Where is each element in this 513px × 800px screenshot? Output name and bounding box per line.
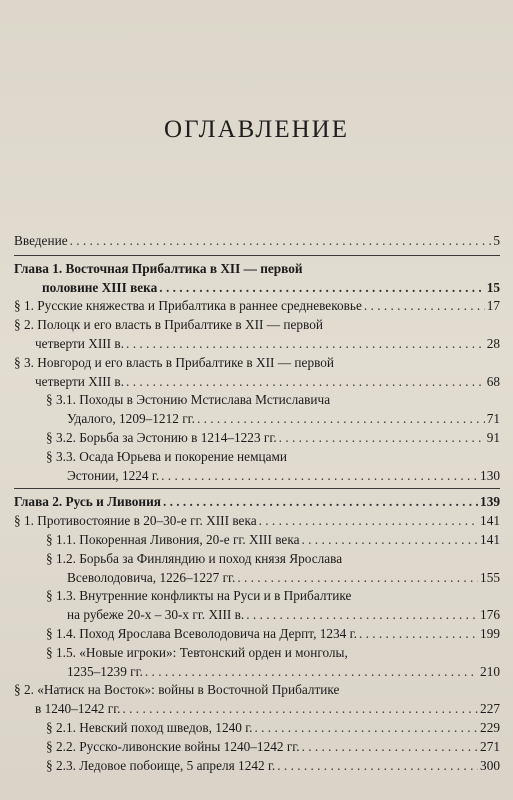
toc-entry-title: четверти XIII в. bbox=[35, 335, 125, 351]
page-number: 141 bbox=[480, 513, 500, 529]
dot-leader bbox=[259, 512, 478, 531]
toc-entry-line: § 3.1. Походы в Эстонию Мстислава Мстиславича bbox=[46, 392, 331, 408]
toc-entry-title: § 1.4. Поход Ярослава Всеволодовича на Дерпт, 1234 г. bbox=[46, 625, 357, 641]
toc-entry[interactable] bbox=[14, 531, 500, 550]
page-number: 130 bbox=[480, 467, 500, 483]
dot-leader bbox=[163, 493, 478, 512]
page-number: 271 bbox=[480, 738, 500, 754]
page-number: 28 bbox=[486, 335, 500, 351]
toc-entry[interactable] bbox=[14, 550, 500, 588]
table-of-contents bbox=[14, 232, 500, 775]
dot-leader bbox=[197, 410, 485, 429]
toc-entry-title: Введение bbox=[14, 233, 68, 248]
page-number: 139 bbox=[480, 494, 500, 510]
toc-entry[interactable] bbox=[14, 738, 500, 757]
toc-chapter-entry[interactable] bbox=[14, 260, 500, 298]
toc-entry-line: § 3.3. Осада Юрьева и покорение немцами bbox=[46, 448, 288, 464]
page-number: 300 bbox=[480, 757, 500, 773]
dot-leader bbox=[302, 531, 479, 550]
page-number: 68 bbox=[486, 373, 500, 389]
toc-entry[interactable] bbox=[14, 232, 500, 251]
toc-entry-title: на рубеже 20-х – 30-х гг. XIII в. bbox=[67, 607, 245, 623]
toc-entry-title: Всеволодовича, 1226–1227 гг. bbox=[67, 569, 236, 585]
page-title: ОГЛАВЛЕНИЕ bbox=[164, 116, 349, 143]
toc-entry[interactable] bbox=[14, 391, 500, 429]
page-number: 91 bbox=[486, 429, 500, 445]
toc-entry-line: § 3. Новгород и его власть в Прибалтике в XII — первой bbox=[14, 354, 335, 370]
dot-leader bbox=[246, 606, 478, 625]
dot-leader bbox=[255, 719, 479, 738]
page-number: 210 bbox=[480, 663, 500, 679]
page-number: 5 bbox=[493, 233, 500, 248]
page-number: 71 bbox=[486, 411, 500, 427]
dot-leader bbox=[279, 429, 485, 448]
dot-leader bbox=[237, 569, 478, 588]
chapter-divider bbox=[14, 488, 500, 489]
toc-entry-title: 1235–1239 гг. bbox=[67, 663, 143, 679]
toc-entry-line: § 2. Полоцк и его власть в Прибалтике в XII — первой bbox=[14, 317, 324, 333]
toc-entry[interactable] bbox=[14, 625, 500, 644]
toc-entry-title: § 2.1. Невский поход шведов, 1240 г. bbox=[46, 719, 253, 735]
toc-entry[interactable] bbox=[14, 448, 500, 486]
toc-entry-line: § 1.3. Внутренние конфликты на Руси и в Прибалтике bbox=[46, 588, 352, 604]
page-number: 199 bbox=[480, 625, 500, 641]
dot-leader bbox=[159, 279, 484, 298]
toc-entry-title: четверти XIII в. bbox=[35, 373, 125, 389]
dot-leader bbox=[126, 335, 485, 354]
toc-entry-line: Глава 1. Восточная Прибалтика в XII — первой bbox=[14, 260, 303, 276]
toc-entry-title: § 2.3. Ледовое побоище, 5 апреля 1242 г. bbox=[46, 757, 276, 773]
dot-leader bbox=[302, 738, 478, 757]
toc-chapter-entry[interactable] bbox=[14, 493, 500, 512]
bleed-through-texture bbox=[40, 8, 500, 98]
page-number: 15 bbox=[486, 279, 500, 295]
toc-entry[interactable] bbox=[14, 757, 500, 776]
page-number: 155 bbox=[480, 569, 500, 585]
toc-entry-title: половине XIII века bbox=[42, 279, 158, 295]
toc-entry[interactable] bbox=[14, 512, 500, 531]
toc-entry-title: Глава 2. Русь и Ливония bbox=[14, 494, 161, 510]
toc-entry-line: § 1.2. Борьба за Финляндию и поход князя Ярослава bbox=[46, 550, 343, 566]
chapter-divider bbox=[14, 255, 500, 256]
toc-entry[interactable] bbox=[14, 429, 500, 448]
toc-entry-title: Эстонии, 1224 г. bbox=[67, 467, 160, 483]
dot-leader bbox=[277, 757, 478, 776]
toc-entry[interactable] bbox=[14, 587, 500, 625]
toc-entry-title: Удалого, 1209–1212 гг. bbox=[67, 411, 195, 427]
dot-leader bbox=[364, 297, 485, 316]
toc-entry[interactable] bbox=[14, 644, 500, 682]
toc-entry-title: в 1240–1242 гг. bbox=[35, 701, 121, 717]
dot-leader bbox=[123, 700, 479, 719]
toc-entry-title: § 2.2. Русско-ливонские войны 1240–1242 гг. bbox=[46, 738, 300, 754]
toc-entry-title: § 1.1. Покоренная Ливония, 20-е гг. XIII века bbox=[46, 531, 300, 547]
toc-entry-title: § 1. Русские княжества и Прибалтика в раннее средневековье bbox=[14, 298, 362, 314]
page-number: 229 bbox=[480, 719, 500, 735]
page-number: 176 bbox=[480, 607, 500, 623]
dot-leader bbox=[359, 625, 478, 644]
toc-entry-title: § 3.2. Борьба за Эстонию в 1214–1223 гг. bbox=[46, 429, 277, 445]
toc-entry[interactable] bbox=[14, 297, 500, 316]
toc-entry-line: § 1.5. «Новые игроки»: Тевтонский орден и монголы, bbox=[46, 644, 348, 660]
toc-entry[interactable] bbox=[14, 681, 500, 719]
page-number: 17 bbox=[486, 298, 500, 314]
dot-leader bbox=[126, 373, 485, 392]
toc-entry[interactable] bbox=[14, 316, 500, 354]
toc-entry[interactable] bbox=[14, 354, 500, 392]
toc-entry-title: § 1. Противостояние в 20–30-е гг. XIII века bbox=[14, 513, 257, 529]
dot-leader bbox=[161, 467, 478, 486]
page-number: 141 bbox=[480, 531, 500, 547]
dot-leader bbox=[70, 232, 492, 251]
toc-entry-line: § 2. «Натиск на Восток»: войны в Восточной Прибалтике bbox=[14, 682, 340, 698]
page-number: 227 bbox=[480, 701, 500, 717]
toc-entry[interactable] bbox=[14, 719, 500, 738]
dot-leader bbox=[145, 663, 478, 682]
